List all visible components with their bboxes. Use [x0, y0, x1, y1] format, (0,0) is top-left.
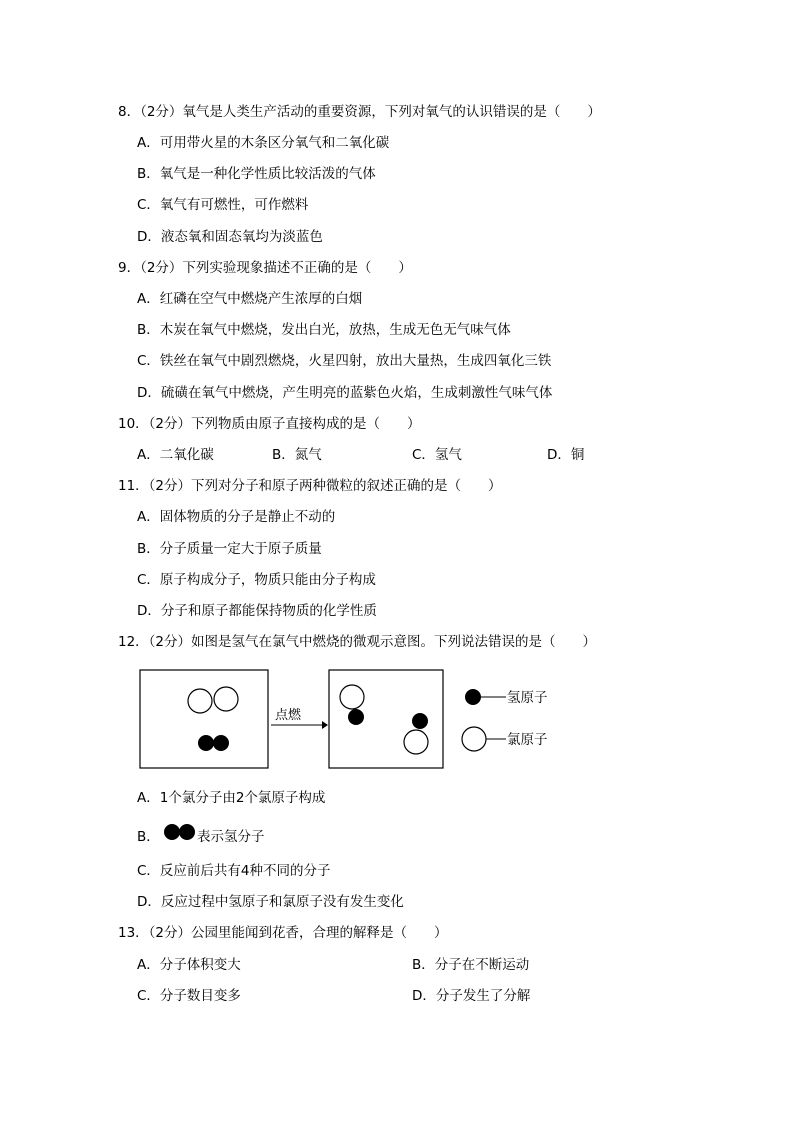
question-11-option-b: B．分子质量一定大于原子质量 [137, 541, 322, 557]
reaction-arrow [271, 707, 328, 729]
question-10-option-c: C．氢气 [412, 447, 462, 463]
legend-chlorine-icon [462, 727, 486, 751]
legend-chlorine-label: 氯原子 [507, 732, 548, 748]
question-9-option-a: A．红磷在空气中燃烧产生浓厚的白烟 [137, 291, 363, 307]
legend [462, 689, 548, 751]
question-8-option-b: B．氧气是一种化学性质比较活泼的气体 [137, 166, 376, 182]
hcl-molecule-1 [340, 685, 364, 725]
chlorine-molecule [188, 687, 238, 713]
question-8-stem: 8．（2分）氧气是人类生产活动的重要资源，下列对氧气的认识错误的是（ ） [118, 104, 601, 120]
question-8-option-d: D．液态氧和固态氧均为淡蓝色 [137, 229, 323, 245]
question-12-option-b-text: 表示氢分子 [197, 829, 265, 845]
question-10-option-a: A．二氧化碳 [137, 447, 214, 463]
question-9-stem: 9．（2分）下列实验现象描述不正确的是（ ） [118, 260, 412, 276]
question-11-option-a: A．固体物质的分子是静止不动的 [137, 509, 336, 525]
question-9-option-c: C．铁丝在氧气中剧烈燃烧，火星四射，放出大量热，生成四氧化三铁 [137, 353, 552, 369]
question-9-option-d: D．硫磺在氧气中燃烧，产生明亮的蓝紫色火焰，生成刺激性气味气体 [137, 385, 553, 401]
question-13-option-b: B．分子在不断运动 [412, 957, 530, 973]
question-12-option-b: B． [137, 829, 160, 845]
question-11-option-d: D．分子和原子都能保持物质的化学性质 [137, 603, 377, 619]
reaction-diagram [138, 667, 558, 772]
legend-hydrogen-label: 氢原子 [507, 690, 548, 706]
reactant-box [140, 670, 268, 768]
arrow-label: 点燃 [275, 708, 302, 723]
question-13-option-c: C．分子数目变多 [137, 988, 241, 1004]
legend-hydrogen-icon [465, 689, 481, 705]
hcl-molecule-2 [404, 713, 428, 754]
question-9-option-b: B．木炭在氧气中燃烧，发出白光，放热，生成无色无气味气体 [137, 322, 511, 338]
question-8-option-a: A．可用带火星的木条区分氧气和二氧化碳 [137, 135, 390, 151]
question-10-stem: 10．（2分）下列物质由原子直接构成的是（ ） [118, 416, 421, 432]
hydrogen-molecule [198, 735, 229, 751]
question-10-option-b: B．氮气 [272, 447, 322, 463]
question-13-option-a: A．分子体积变大 [137, 957, 241, 973]
question-11-stem: 11．（2分）下列对分子和原子两种微粒的叙述正确的是（ ） [118, 478, 502, 494]
question-13-stem: 13．（2分）公园里能闻到花香，合理的解释是（ ） [118, 925, 448, 941]
question-8-option-c: C．氧气有可燃性，可作燃料 [137, 197, 309, 213]
question-11-option-c: C．原子构成分子，物质只能由分子构成 [137, 572, 376, 588]
question-10-option-d: D．铜 [547, 447, 585, 463]
question-12-option-a: A．1个氯分子由2个氯原子构成 [137, 790, 326, 806]
question-13-option-d: D．分子发生了分解 [412, 988, 531, 1004]
question-12-option-d: D．反应过程中氢原子和氯原子没有发生变化 [137, 894, 404, 910]
hydrogen-molecule-icon [163, 822, 197, 842]
product-box [329, 670, 443, 768]
question-12-option-c: C．反应前后共有4种不同的分子 [137, 863, 331, 879]
question-12-stem: 12．（2分）如图是氢气在氯气中燃烧的微观示意图。下列说法错误的是（ ） [118, 634, 597, 650]
